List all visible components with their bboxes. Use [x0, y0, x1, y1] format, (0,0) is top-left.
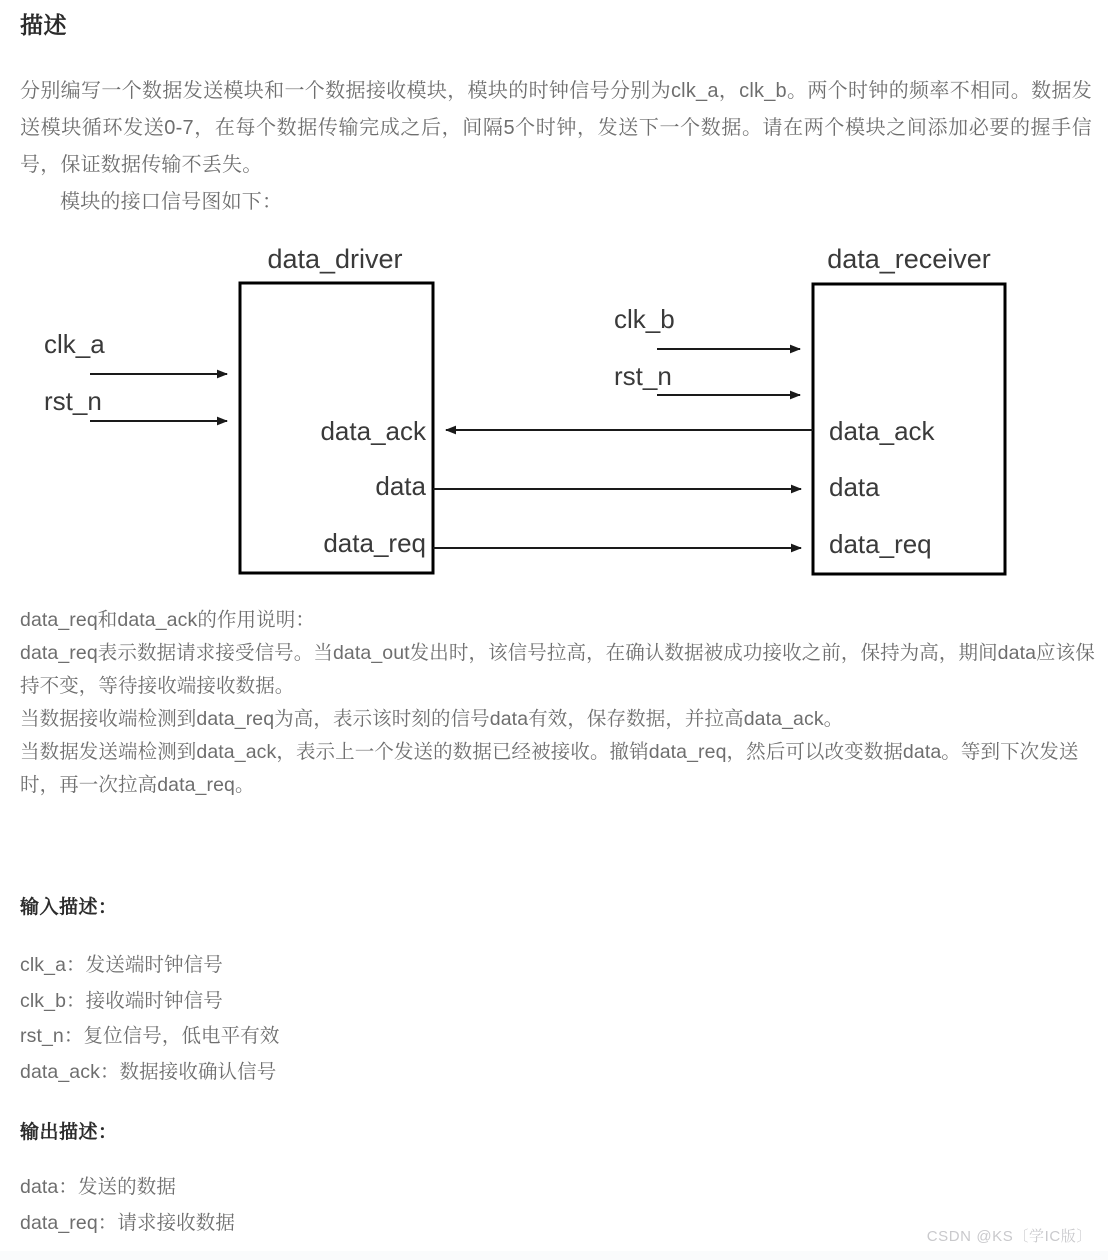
list-item: clk_a：发送端时钟信号 — [20, 954, 223, 976]
list-item: clk_b：接收端时钟信号 — [20, 989, 223, 1012]
input-signal-list — [20, 948, 279, 1090]
right-module-title: data_receiver — [827, 244, 991, 274]
left-port-data-req: data_req — [323, 528, 426, 558]
input-section-heading: 输入描述： — [20, 897, 118, 918]
right-port-data-ack: data_ack — [829, 416, 935, 446]
signal-label-rst-n-left: rst_n — [44, 386, 102, 416]
handshake-description — [20, 604, 1095, 802]
page-title: 描述 — [20, 12, 67, 38]
list-item: data_ack：数据接收确认信号 — [20, 1060, 277, 1083]
list-item: data：发送的数据 — [20, 1176, 176, 1198]
right-port-data: data — [829, 472, 880, 502]
handshake-title-line: data_req和data_ack的作用说明： — [20, 609, 315, 631]
left-module-title: data_driver — [267, 244, 403, 274]
left-port-data-ack: data_ack — [320, 416, 426, 446]
signal-label-clk-a: clk_a — [44, 329, 105, 359]
list-item: data_req：请求接收数据 — [20, 1211, 235, 1234]
handshake-line-2: 当数据接收端检测到data_req为高，表示该时刻的信号data有效，保存数据，并拉高data_ack。 — [20, 708, 844, 730]
left-port-data: data — [375, 471, 426, 501]
signal-label-clk-b: clk_b — [614, 304, 675, 334]
list-item: rst_n：复位信号，低电平有效 — [20, 1025, 280, 1047]
output-signal-list — [20, 1170, 235, 1241]
handshake-line-3: 当数据发送端检测到data_ack，表示上一个发送的数据已经被接收。撤销data_req，然后可以改变数据data。等到下次发送时，再一次拉高data_req。 — [20, 741, 1079, 796]
diagram-lead-text: 模块的接口信号图如下： — [60, 191, 283, 213]
module-interface-diagram — [0, 228, 1108, 588]
output-section-heading: 输出描述： — [20, 1122, 118, 1143]
handshake-line-1: data_req表示数据请求接受信号。当data_out发出时，该信号拉高，在确认数据被成功接收之前，保持为高，期间data应该保持不变，等待接收端接收数据。 — [20, 642, 1095, 697]
intro-paragraph: 分别编写一个数据发送模块和一个数据接收模块，模块的时钟信号分别为clk_a，clk_b。两个时钟的频率不相同。数据发送模块循环发送0-7，在每个数据传输完成之后，间隔5个时钟，发送下一个数据。请在两个模块之间添加必要的握手信号，保证数据传输不丢失。 — [20, 80, 1092, 176]
right-port-data-req: data_req — [829, 529, 932, 559]
csdn-watermark: CSDN @KS〔学IC版〕 — [926, 1228, 1092, 1245]
signal-label-rst-n-right: rst_n — [614, 361, 672, 391]
footer-band — [0, 1251, 1108, 1260]
